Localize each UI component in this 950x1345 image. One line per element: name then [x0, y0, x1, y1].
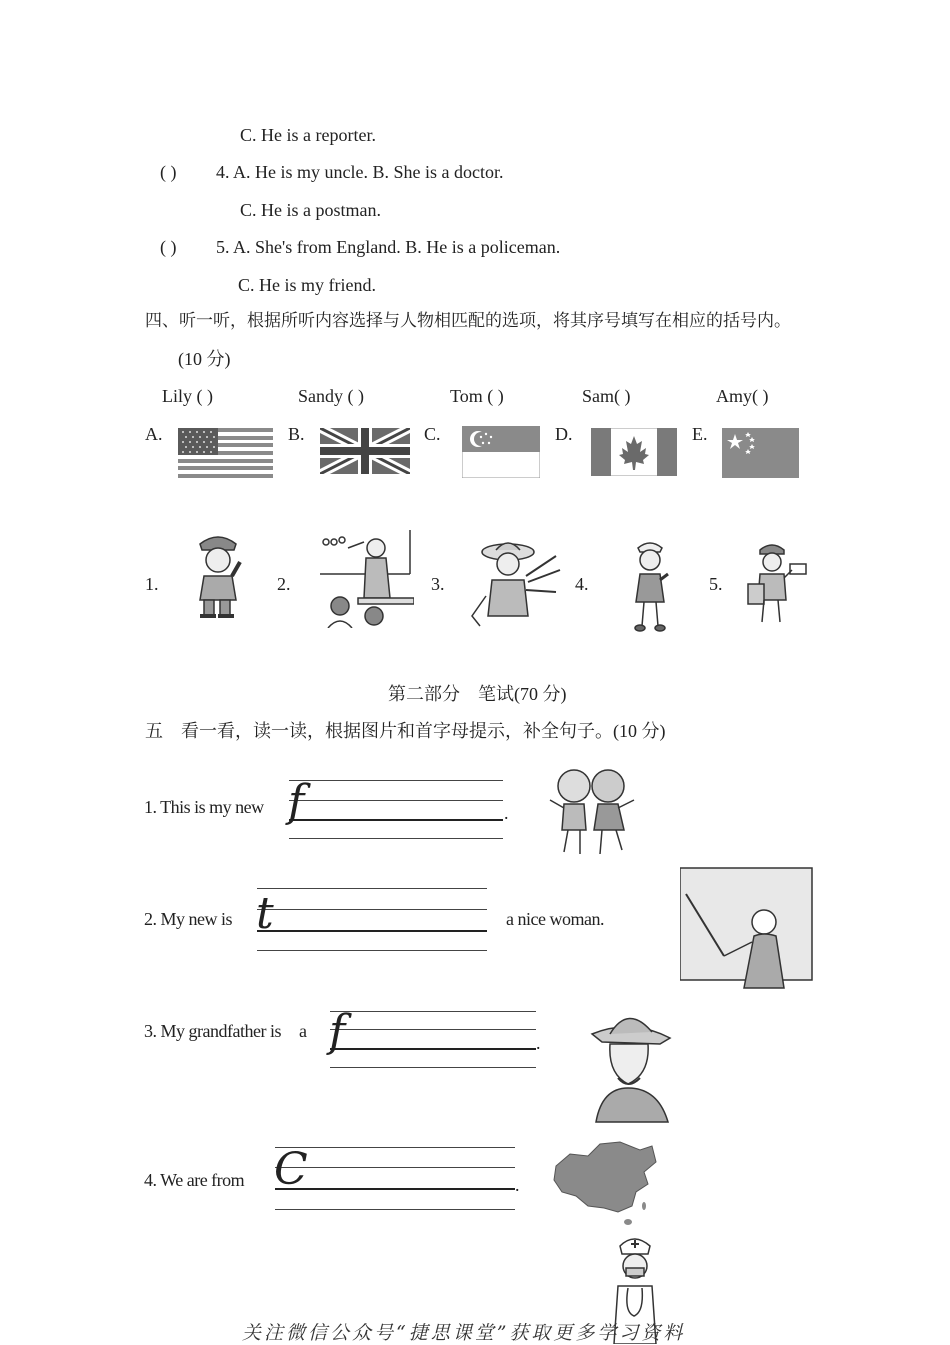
- q3-line-top: [330, 1011, 536, 1012]
- flag-label-c: C.: [424, 424, 441, 444]
- section4-title: 四、听一听，根据所听内容选择与人物相匹配的选项，将其序号填写在相应的括号内。: [145, 311, 791, 330]
- q3-line-bottom: [330, 1067, 536, 1068]
- q4-line-top: [275, 1147, 515, 1148]
- answer-blank-q4[interactable]: ( ): [160, 162, 177, 182]
- q4-letter-hint: C: [274, 1144, 308, 1195]
- section5-title: 五 看一看，读一读，根据图片和首字母提示，补全句子。(10 分): [145, 721, 666, 741]
- q2-line-mid: [257, 909, 487, 910]
- q2-end: a nice woman.: [506, 909, 604, 929]
- postman-icon: [744, 540, 810, 628]
- canada-flag-icon: [591, 428, 677, 476]
- name-sam[interactable]: Sam( ): [582, 386, 631, 406]
- teacher-blackboard-icon: [680, 866, 814, 990]
- teacher-classroom-icon: [318, 528, 414, 628]
- name-sandy[interactable]: Sandy ( ): [298, 386, 364, 406]
- q2-answer-line[interactable]: [257, 930, 487, 932]
- farmer-icon: [466, 536, 562, 630]
- usa-flag-icon: [178, 428, 273, 478]
- q4-line-mid: [275, 1167, 515, 1168]
- q4-line-bottom: [275, 1209, 515, 1210]
- friends-icon: [546, 764, 638, 858]
- q3-end: .: [536, 1033, 541, 1053]
- q2-letter-hint: t: [256, 888, 274, 939]
- flag-label-b: B.: [288, 424, 305, 444]
- q2-line-top: [257, 888, 487, 889]
- name-lily[interactable]: Lily ( ): [162, 386, 213, 406]
- policeman-icon: [190, 528, 245, 623]
- q1-line-top: [289, 780, 503, 781]
- q5-options-ab: 5. A. She's from England. B. He is a policeman.: [216, 237, 561, 257]
- q4-options-ab: 4. A. He is my uncle. B. She is a doctor.: [216, 162, 504, 182]
- q1-line-bottom: [289, 838, 503, 839]
- q1-answer-line[interactable]: [289, 819, 503, 821]
- q3-line-mid: [330, 1029, 536, 1030]
- q4-prompt: 4. We are from: [144, 1170, 245, 1190]
- picture-label-4: 4.: [575, 574, 589, 594]
- q3-article: a: [299, 1021, 307, 1041]
- picture-label-5: 5.: [709, 574, 723, 594]
- answer-blank-q5[interactable]: ( ): [160, 237, 177, 257]
- name-tom[interactable]: Tom ( ): [450, 386, 504, 406]
- picture-label-2: 2.: [277, 574, 291, 594]
- q1-end: .: [504, 803, 509, 823]
- flag-label-a: A.: [145, 424, 163, 444]
- q3-prompt: 3. My grandfather is: [144, 1021, 281, 1041]
- q2-prompt: 2. My new is: [144, 909, 232, 929]
- q3-answer-line[interactable]: [330, 1048, 536, 1050]
- flag-label-e: E.: [692, 424, 708, 444]
- q4-end: .: [515, 1175, 520, 1195]
- picture-label-3: 3.: [431, 574, 445, 594]
- picture-label-1: 1.: [145, 574, 159, 594]
- q3-letter-hint: f: [329, 1006, 346, 1057]
- part2-heading: 第二部分 笔试(70 分): [388, 684, 567, 704]
- china-flag-icon: [722, 428, 799, 478]
- q1-line-mid: [289, 800, 503, 801]
- grandfather-farmer-icon: [588, 1004, 674, 1124]
- name-amy[interactable]: Amy( ): [716, 386, 769, 406]
- q4-option-c: C. He is a postman.: [240, 200, 381, 220]
- flag-label-d: D.: [555, 424, 573, 444]
- q1-letter-hint: f: [288, 776, 305, 827]
- china-map-icon: [548, 1136, 660, 1228]
- q4-answer-line[interactable]: [275, 1188, 515, 1190]
- q1-prompt: 1. This is my new: [144, 797, 264, 817]
- q5-option-c: C. He is my friend.: [238, 275, 376, 295]
- footer-promo: 关注微信公众号“捷思课堂”获取更多学习资料: [242, 1322, 686, 1344]
- uk-flag-icon: [320, 428, 410, 474]
- nurse-icon: [626, 540, 674, 632]
- section4-score: (10 分): [178, 349, 231, 369]
- q2-line-bottom: [257, 950, 487, 951]
- q3-option-c: C. He is a reporter.: [240, 125, 376, 145]
- singapore-flag-icon: [462, 426, 540, 478]
